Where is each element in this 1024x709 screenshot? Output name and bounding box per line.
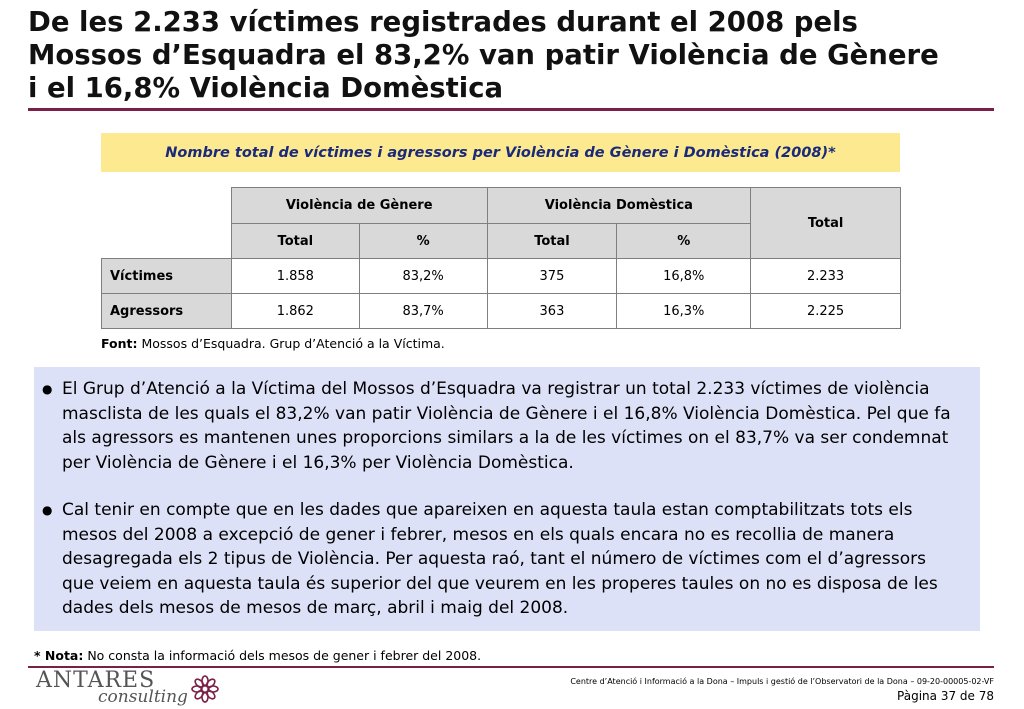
bullet-item: [42, 498, 962, 621]
subheader-vd-total: Total: [487, 224, 617, 259]
footnote: [34, 648, 481, 663]
note-text: No consta la informació dels mesos de gener i febrer del 2008.: [83, 648, 482, 663]
cell-vd-total: 375: [487, 259, 617, 294]
summary-panel: [34, 367, 980, 631]
cell-vd-pct: 16,8%: [617, 259, 751, 294]
subheader-vg-pct: %: [359, 224, 487, 259]
cell-total: 2.225: [751, 294, 901, 329]
document-reference: Centre d’Atenció i Informació a la Dona – Impuls i gestió de l’Observatori de la Dona – 09-20-00005-02-VF: [570, 677, 994, 686]
bullet-text: Cal tenir en compte que en les dades que apareixen en aquesta taula estan comptabilitzats tots els mesos del 2008 a excepció de gener i febrer, mesos en els quals encara no es recollia de manera desagregada els 2 tipus de Violència. Per aquesta raó, tant el número de víctimes com el d’agressors que veiem en aquesta taula és superior del que veurem en les properes taules on no es disposa de les dades dels mesos de mesos de març, abril i maig del 2008.: [62, 500, 938, 618]
cell-vd-total: 363: [487, 294, 617, 329]
title-line-2: Mossos d’Esquadra el 83,2% van patir Violència de Gènere: [28, 39, 939, 71]
logo-subtitle: consulting: [98, 687, 188, 707]
bullet-dot-icon: ●: [42, 382, 53, 396]
cell-vg-pct: 83,7%: [359, 294, 487, 329]
table-source: [101, 336, 445, 351]
table-row: [102, 294, 901, 329]
table-corner-2: [102, 224, 232, 259]
page-title: [28, 6, 1008, 105]
title-line-3: i el 16,8% Violència Domèstica: [28, 72, 504, 104]
cell-vg-total: 1.858: [231, 259, 359, 294]
bullet-item: [42, 377, 962, 475]
header-violencia-genere: Violència de Gènere: [231, 188, 487, 224]
page-number: Pàgina 37 de 78: [897, 689, 994, 703]
flower-logo-icon: [190, 674, 220, 704]
table-caption: Nombre total de víctimes i agressors per Violència de Gènere i Domèstica (2008)*: [101, 133, 900, 172]
cell-total: 2.233: [751, 259, 901, 294]
logo-wordmark: ANTARES: [36, 668, 156, 693]
source-text: Mossos d’Esquadra. Grup d’Atenció a la Víctima.: [137, 336, 445, 351]
subheader-vg-total: Total: [231, 224, 359, 259]
footer-divider: [28, 666, 994, 668]
table-row: [102, 259, 901, 294]
bullet-text: El Grup d’Atenció a la Víctima del Mossos d’Esquadra va registrar un total 2.233 víctimes de violència masclista de les quals el 83,2% van patir Violència de Gènere i el 16,8% Violència Domèstica. Pel que fa als agressors es mantenen unes proporcions similars a la de les víctimes on el 83,7% va ser condemnat per Violència de Gènere i el 16,3% per Violència Domèstica.: [62, 379, 951, 473]
row-label: Agressors: [102, 294, 232, 329]
cell-vg-total: 1.862: [231, 294, 359, 329]
title-divider: [28, 108, 994, 111]
subheader-vd-pct: %: [617, 224, 751, 259]
header-violencia-domestica: Violència Domèstica: [487, 188, 751, 224]
table-corner: [102, 188, 232, 224]
cell-vg-pct: 83,2%: [359, 259, 487, 294]
row-label: Víctimes: [102, 259, 232, 294]
title-line-1: De les 2.233 víctimes registrades durant el 2008 pels: [28, 6, 858, 38]
bullet-dot-icon: ●: [42, 503, 53, 517]
source-label: Font:: [101, 336, 138, 351]
note-label: * Nota:: [34, 648, 84, 663]
data-table: [101, 187, 901, 329]
header-total: Total: [751, 188, 901, 259]
cell-vd-pct: 16,3%: [617, 294, 751, 329]
